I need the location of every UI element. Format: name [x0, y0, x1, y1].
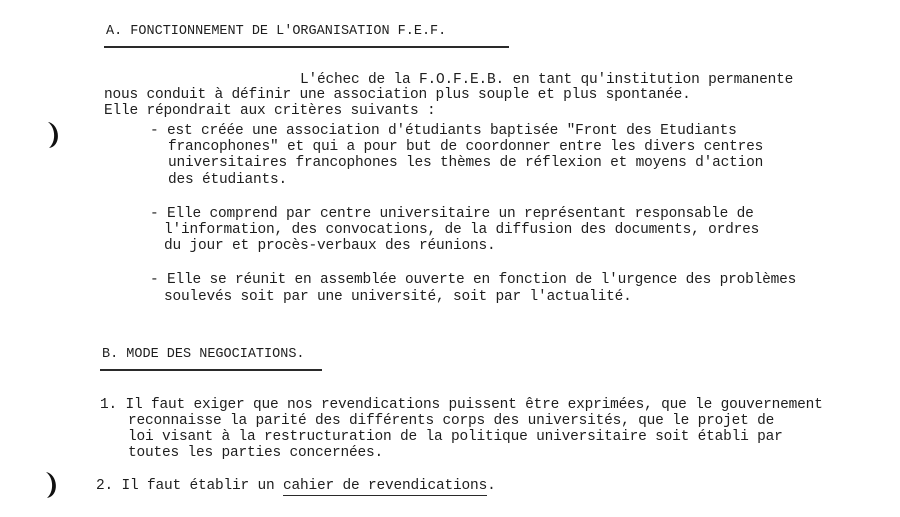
item-1-line-1: 1. Il faut exiger que nos revendications puissent être exprimées, que le gouvernement: [100, 397, 823, 413]
bullet-3-line-2: soulevés soit par une université, soit par l'actualité.: [164, 289, 632, 305]
bullet-2-line-3: du jour et procès-verbaux des réunions.: [164, 238, 496, 254]
bullet-3-line-1: - Elle se réunit en assemblée ouverte en fonction de l'urgence des problèmes: [150, 272, 797, 288]
section-a-heading-underline: [104, 46, 509, 48]
section-b-heading: B. MODE DES NEGOCIATIONS.: [102, 347, 305, 362]
punch-hole-top: [46, 120, 64, 150]
bullet-1-line-4: des étudiants.: [168, 172, 288, 188]
intro-line-2: nous conduit à définir une association plus souple et plus spontanée.: [104, 87, 691, 103]
item-1-line-2: reconnaisse la parité des différents corps des universités, que le projet de: [128, 413, 775, 429]
section-b-heading-underline: [100, 369, 322, 371]
intro-line-1: L'échec de la F.O.F.E.B. en tant qu'institution permanente: [300, 72, 794, 88]
bullet-1-line-1: - est créée une association d'étudiants baptisée "Front des Etudiants: [150, 123, 737, 139]
intro-line-3: Elle répondrait aux critères suivants :: [104, 103, 436, 119]
bullet-1-line-3: universitaires francophones les thèmes de réflexion et moyens d'action: [168, 155, 764, 171]
item-1-line-3: loi visant à la restructuration de la politique universitaire soit établi par: [128, 429, 783, 445]
punch-hole-bottom: [44, 470, 62, 500]
bullet-2-line-1: - Elle comprend par centre universitaire un représentant responsable de: [150, 206, 754, 222]
item-1-line-4: toutes les parties concernées.: [128, 445, 384, 461]
bullet-2-line-2: l'information, des convocations, de la diffusion des documents, ordres: [164, 222, 760, 238]
item-2-suffix: .: [487, 478, 496, 494]
section-a-heading: A. FONCTIONNEMENT DE L'ORGANISATION F.E.F.: [106, 24, 447, 39]
item-2-line: [96, 478, 496, 494]
item-2-underlined-text: cahier de revendications: [283, 478, 488, 494]
item-2-prefix: 2. Il faut établir un: [96, 478, 284, 494]
bullet-1-line-2: francophones" et qui a pour but de coordonner entre les divers centres: [168, 139, 764, 155]
